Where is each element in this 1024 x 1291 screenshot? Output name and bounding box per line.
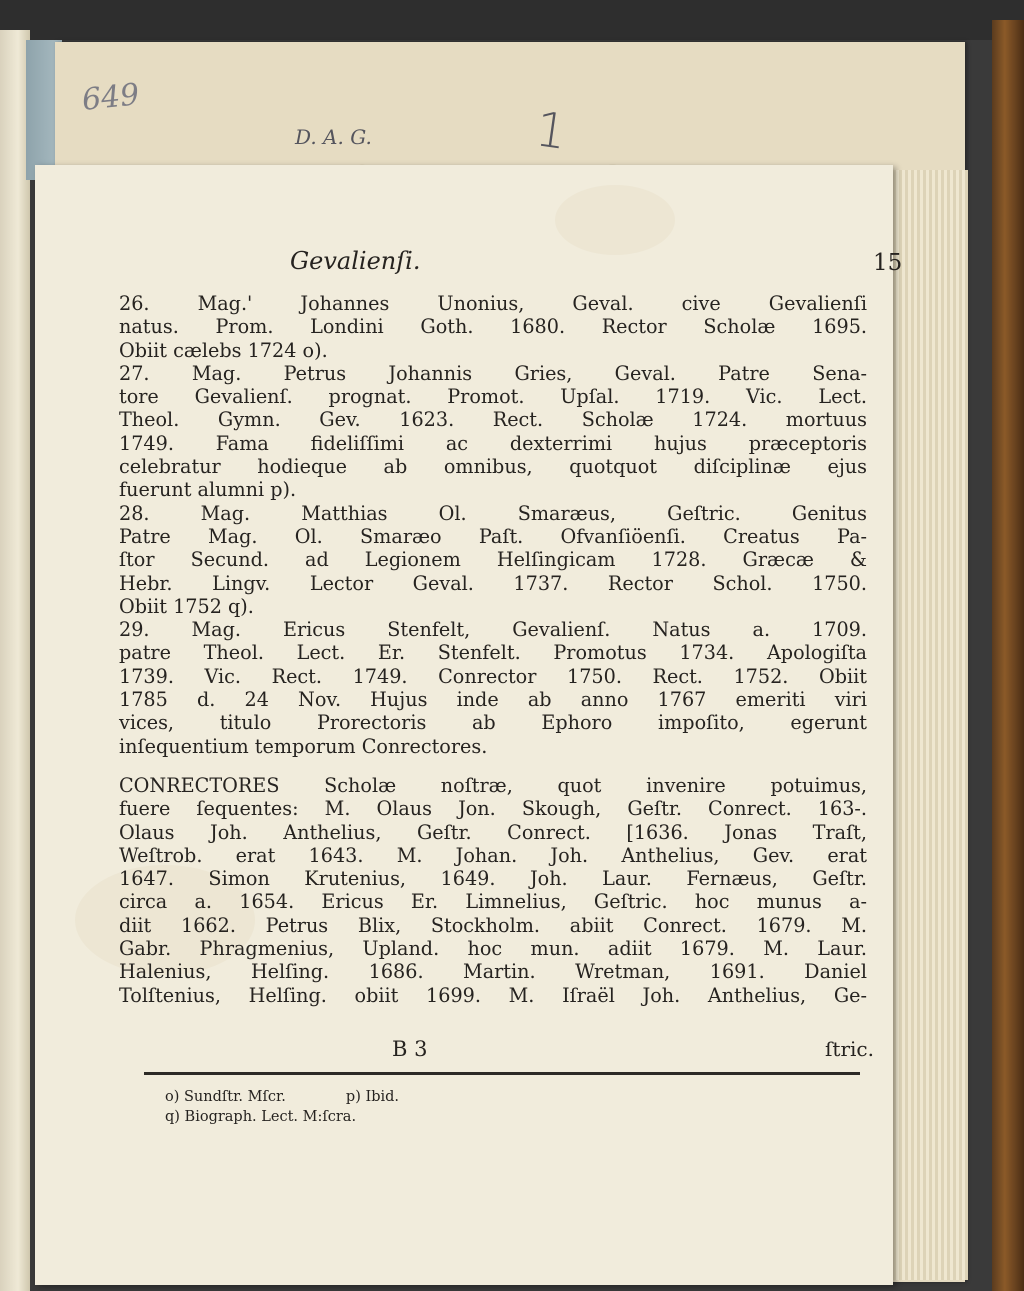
text-line: Hebr. Lingv. Lector Geval. 1737. Rector Schol. 1750. [119, 571, 867, 595]
pencil-leaf-number: 1 [532, 101, 571, 161]
text-line: CONRECTORES Scholæ noſtræ, quot invenire potuimus, [119, 773, 867, 797]
text-line: Patre Mag. Ol. Smaræo Paſt. Ofvanſiöenſi. Creatus Pa- [119, 524, 867, 548]
front-page [35, 165, 903, 1285]
book-binding-right [992, 20, 1024, 1291]
text-line: natus. Prom. Londini Goth. 1680. Rector Scholæ 1695. [119, 315, 867, 339]
text-line: ſtor Secund. ad Legionem Helſingicam 1728. Græcæ & [119, 548, 867, 572]
footnote-rule [144, 1072, 860, 1075]
text-line: circa a. 1654. Ericus Er. Limnelius, Geſtric. hoc munus a- [119, 890, 867, 914]
text-line: 29. Mag. Ericus Stenfelt, Gevalienſ. Natus a. 1709. [119, 618, 867, 642]
footnote-p: p) Ibid. [345, 1089, 400, 1105]
text-line: Obiit 1752 q). [119, 594, 254, 618]
text-line: celebratur hodieque ab omnibus, quotquot diſciplinæ ejus [119, 455, 867, 479]
paragraph-rectors [119, 292, 867, 758]
paper-stain [555, 185, 675, 255]
text-line: Gabr. Phragmenius, Upland. hoc mun. adiit 1679. M. Laur. [119, 937, 867, 961]
text-line: 1749. Fama fideliſſimi ac dexterrimi hujus præceptoris [119, 431, 867, 455]
text-line: Obiit cælebs 1724 o). [119, 338, 328, 362]
text-line: Tolſtenius, Helſing. obiit 1699. M. Iſraël Joh. Anthelius, Ge- [119, 983, 867, 1007]
footnote-o: o) Sundſtr. Mſcr. [165, 1089, 286, 1105]
footnotes [165, 1087, 399, 1127]
text-line: 26. Mag.' Johannes Unonius, Geval. cive Gevalienſi [119, 292, 867, 315]
main-text [119, 292, 867, 1007]
text-line: inſequentium temporum Conrectores. [119, 734, 488, 758]
pencil-shelf-number: 649 [80, 77, 141, 118]
pencil-initials: D. A. G. [295, 125, 372, 149]
paragraph-gap [119, 758, 867, 774]
footnote-row [165, 1087, 399, 1107]
footnote-row [165, 1107, 399, 1127]
text-line: patre Theol. Lect. Er. Stenfelt. Promotus 1734. Apologiſta [119, 641, 867, 665]
page-block-edge [893, 170, 968, 1280]
text-line: Halenius, Helſing. 1686. Martin. Wretman, 1691. Daniel [119, 960, 867, 984]
previous-leaves-edge [0, 30, 30, 1291]
signature-mark: B 3 [392, 1037, 428, 1061]
text-line: Olaus Joh. Anthelius, Geſtr. Conrect. [1636. Jonas Traſt, [119, 820, 867, 844]
footnote-q: q) Biograph. Lect. M:ſcra. [165, 1109, 357, 1125]
text-line: vices, titulo Prorectoris ab Ephoro impoſito, egerunt [119, 711, 867, 735]
text-line: 1647. Simon Krutenius, 1649. Joh. Laur. Fernæus, Geſtr. [119, 867, 867, 891]
page-number: 15 [873, 250, 903, 276]
text-line: diit 1662. Petrus Blix, Stockholm. abiit Conrect. 1679. M. [119, 913, 867, 937]
text-line: fuerunt alumni p). [119, 478, 297, 502]
text-line: tore Gevalienſ. prognat. Promot. Upſal. 1719. Vic. Lect. [119, 385, 867, 409]
catchword: ſtric. [825, 1037, 874, 1061]
text-line: 1785 d. 24 Nov. Hujus inde ab anno 1767 emeriti viri [119, 688, 867, 712]
text-line: Weſtrob. erat 1643. M. Johan. Joh. Anthelius, Gev. erat [119, 843, 867, 867]
paragraph-conrectors [119, 774, 867, 1007]
text-line: fuere ſequentes: M. Olaus Jon. Skough, Geſtr. Conrect. 163-. [119, 797, 867, 821]
book-cover-top [0, 0, 1024, 40]
text-line: 28. Mag. Matthias Ol. Smaræus, Geſtric. Genitus [119, 501, 867, 525]
running-head-title: Gevalienſi. [290, 247, 421, 275]
text-line: 1739. Vic. Rect. 1749. Conrector 1750. Rect. 1752. Obiit [119, 664, 867, 688]
text-line: 27. Mag. Petrus Johannis Gries, Geval. Patre Sena- [119, 361, 867, 385]
text-line: Theol. Gymn. Gev. 1623. Rect. Scholæ 1724. mortuus [119, 408, 867, 432]
